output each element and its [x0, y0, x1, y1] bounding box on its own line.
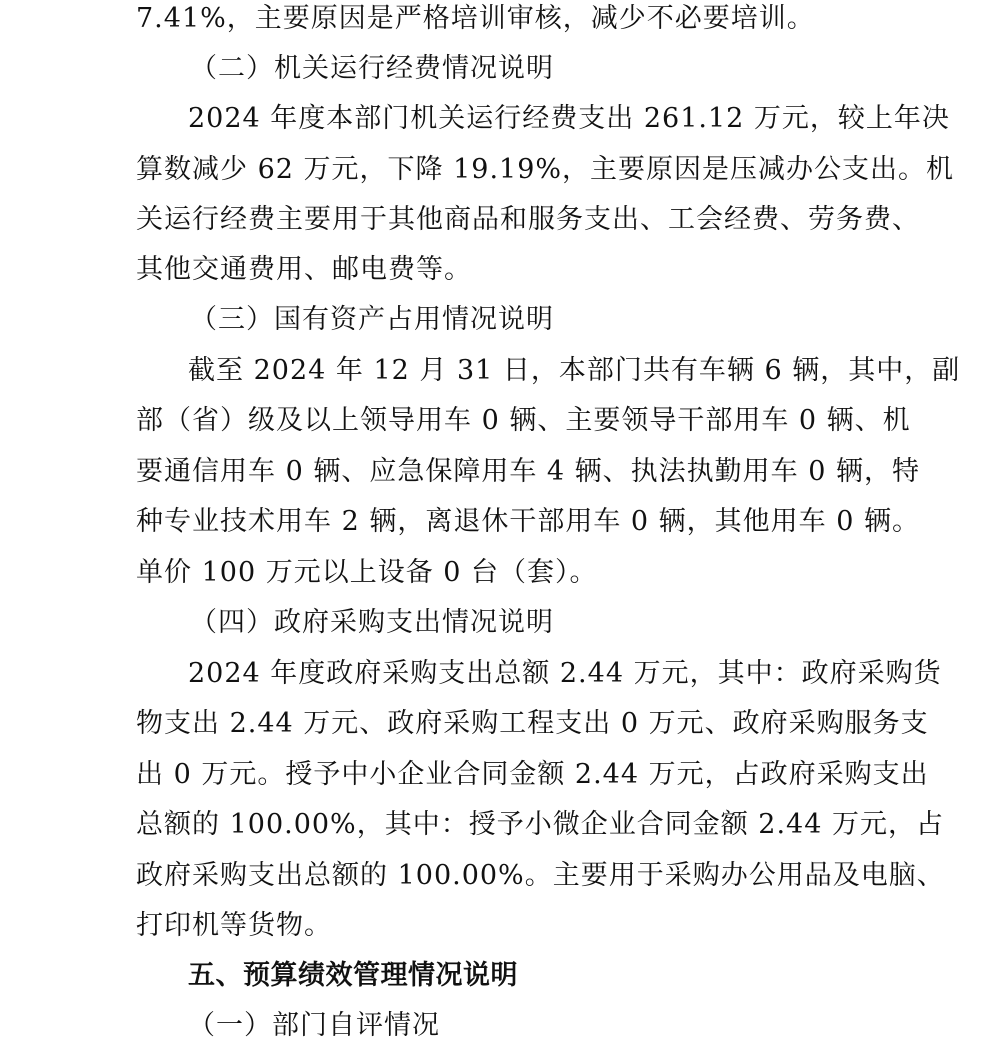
paragraph-line: 种专业技术用车 2 辆，离退休干部用车 0 辆，其他用车 0 辆。 — [136, 506, 921, 537]
paragraph-line: 出 0 万元。授予中小企业合同金额 2.44 万元，占政府采购支出 — [136, 759, 929, 790]
paragraph-line: 2024 年度本部门机关运行经费支出 261.12 万元，较上年决 — [188, 103, 950, 134]
paragraph-line: 7.41%，主要原因是严格培训审核，减少不必要培训。 — [136, 3, 815, 34]
section-heading-4: （四）政府采购支出情况说明 — [190, 607, 554, 638]
paragraph-line: 单价 100 万元以上设备 0 台（套）。 — [136, 557, 598, 588]
paragraph-line: 政府采购支出总额的 100.00%。主要用于采购办公用品及电脑、 — [136, 860, 945, 891]
paragraph-line: 其他交通费用、邮电费等。 — [136, 254, 472, 285]
subsection-heading: （一）部门自评情况 — [188, 1010, 440, 1041]
paragraph-line: 要通信用车 0 辆、应急保障用车 4 辆、执法执勤用车 0 辆，特 — [136, 456, 921, 487]
paragraph-line: 部（省）级及以上领导用车 0 辆、主要领导干部用车 0 辆、机 — [136, 405, 911, 436]
paragraph-line: 总额的 100.00%，其中：授予小微企业合同金额 2.44 万元，占 — [136, 809, 944, 840]
paragraph-line: 2024 年度政府采购支出总额 2.44 万元，其中：政府采购货 — [188, 658, 942, 689]
paragraph-line: 截至 2024 年 12 月 31 日，本部门共有车辆 6 辆，其中，副 — [188, 355, 961, 386]
paragraph-line: 关运行经费主要用于其他商品和服务支出、工会经费、劳务费、 — [136, 204, 920, 235]
section-heading-3: （三）国有资产占用情况说明 — [190, 304, 554, 335]
section-heading-2: （二）机关运行经费情况说明 — [190, 53, 554, 84]
paragraph-line: 打印机等货物。 — [136, 910, 332, 941]
section-heading-5: 五、预算绩效管理情况说明 — [188, 960, 518, 991]
paragraph-line: 算数减少 62 万元，下降 19.19%，主要原因是压减办公支出。机 — [136, 154, 955, 185]
paragraph-line: 物支出 2.44 万元、政府采购工程支出 0 万元、政府采购服务支 — [136, 708, 929, 739]
